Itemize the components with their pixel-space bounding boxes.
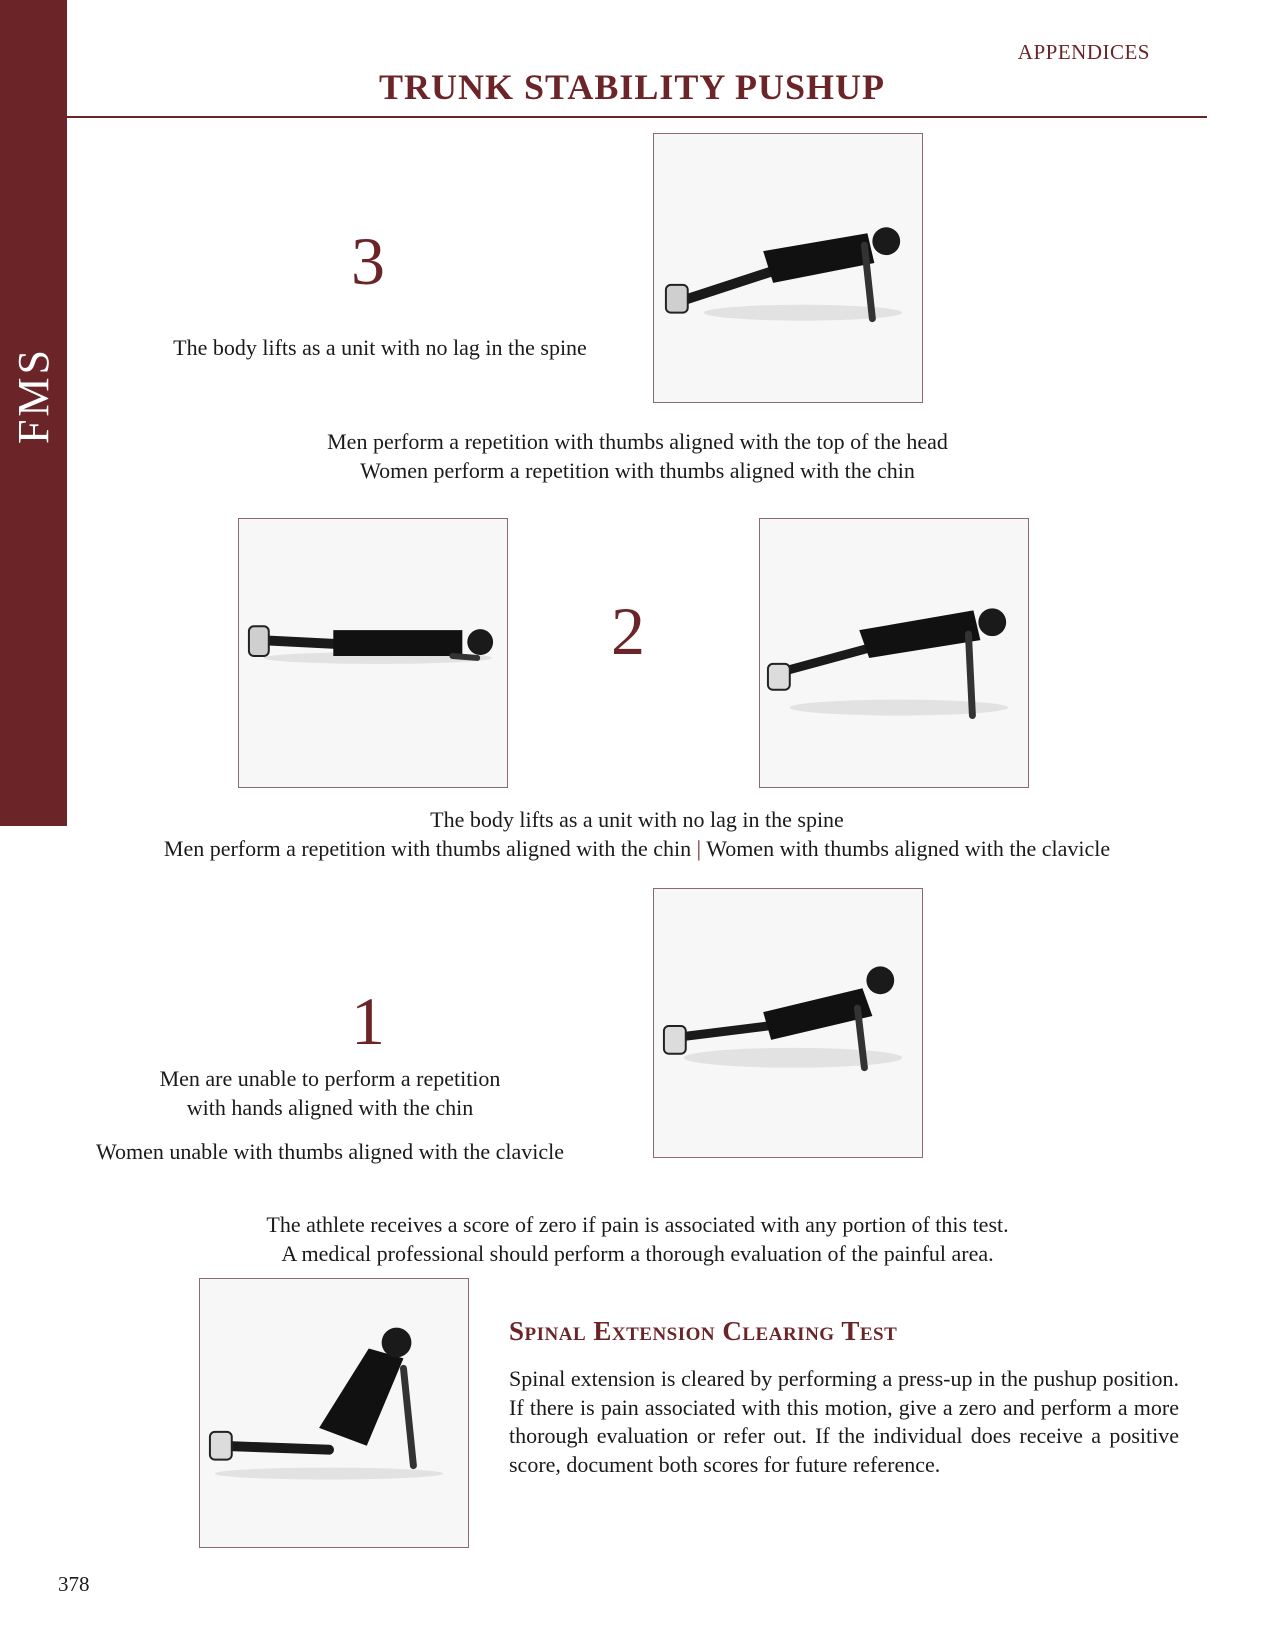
sidebar-label: FMS — [9, 346, 59, 444]
press-up-figure-icon — [200, 1279, 468, 1547]
score-3-note-men: Men perform a repetition with thumbs aligned with the top of the head — [327, 429, 948, 454]
pushup-score-2-photo-men — [238, 518, 508, 788]
score-3-notes — [120, 427, 1155, 485]
score-2-criteria-line — [67, 834, 1207, 863]
clearing-test-body: Spinal extension is cleared by performing a press-up in the pushup position. If there is pain associated with this motion, give a zero and perform a more thorough evaluation or refer out. If the individual does receive a positive score, document both scores for future reference. — [509, 1366, 1179, 1477]
running-head: APPENDICES — [1017, 40, 1150, 64]
pushup-figure-icon — [654, 134, 922, 402]
prone-figure-icon — [239, 519, 507, 787]
page-number: 378 — [58, 1572, 90, 1596]
page-title: TRUNK STABILITY PUSHUP — [378, 67, 886, 107]
clearing-test-heading: Spinal Extension Clearing Test — [509, 1316, 898, 1346]
score-2-separator: | — [696, 836, 702, 861]
score-1-line-1: Men are unable to perform a repetition — [159, 1066, 501, 1091]
sidebar-label-wrap — [0, 340, 67, 450]
score-1-line-3: Women unable with thumbs aligned with the clavicle — [95, 1139, 565, 1164]
score-1-number: 1 — [351, 983, 385, 1059]
score-3-caption: The body lifts as a unit with no lag in the spine — [173, 335, 587, 360]
header-rule — [67, 116, 1207, 118]
pushup-score-2-photo-women — [759, 518, 1029, 788]
pushup-score-1-photo — [653, 888, 923, 1158]
score-1-line-2: with hands aligned with the chin — [186, 1095, 474, 1120]
score-2-captions — [67, 805, 1207, 863]
score-3-note-women: Women perform a repetition with thumbs aligned with the chin — [360, 458, 915, 483]
score-2-criteria-men: Men perform a repetition with thumbs aligned with the chin — [163, 836, 692, 861]
sidebar-band — [0, 0, 67, 826]
score-1-criteria-men — [60, 1064, 600, 1122]
score-2-number: 2 — [611, 593, 645, 669]
zero-score-note — [120, 1210, 1155, 1268]
zero-note-line-2: A medical professional should perform a thorough evaluation of the painful area. — [281, 1241, 994, 1266]
score-3-number: 3 — [351, 223, 385, 299]
pushup-figure-icon — [654, 889, 922, 1157]
pushup-score-3-photo — [653, 133, 923, 403]
score-2-criteria-women: Women with thumbs aligned with the clavicle — [706, 836, 1111, 861]
zero-note-line-1: The athlete receives a score of zero if pain is associated with any portion of this test. — [266, 1212, 1009, 1237]
pushup-figure-icon — [760, 519, 1028, 787]
spinal-extension-photo — [199, 1278, 469, 1548]
score-2-caption: The body lifts as a unit with no lag in the spine — [430, 807, 844, 832]
